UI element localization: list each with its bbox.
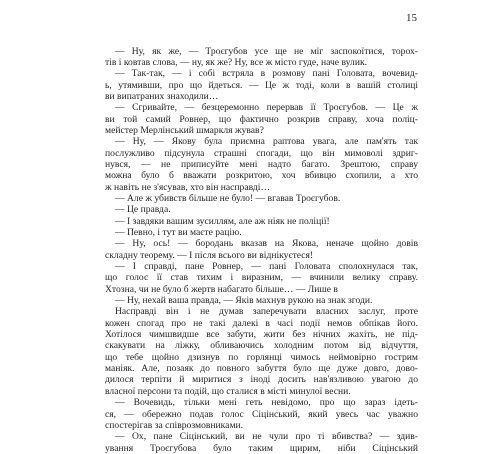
text-line: ування Троєгубова було таким щирим, ніби Сіцінський: [105, 442, 418, 454]
text-line: — Ну, як же, — Троєгубов усе ще не міг заспокоїтися, торох-: [115, 45, 418, 57]
text-line: — Певно, і тут ви маєте рацію.: [115, 227, 242, 238]
text-line: власної персони та подій, що сталися в місті минулої весни.: [105, 385, 351, 397]
text-line: — Вочевидь, тільки мені геть невідомо, про що зараз ідеть-: [115, 397, 418, 409]
page-number: 15: [406, 12, 417, 24]
text-line: — Ну, — Якову була приємна раптова увага, але пам'ять так: [115, 136, 418, 148]
text-line: ви випатраних знаходили…: [105, 90, 219, 102]
text-line: що голос її став тихим і виразним, — вчинили велику справу.: [105, 272, 418, 284]
text-line: спостерігав за співрозмовниками.: [105, 419, 244, 431]
text-line: ся, — обережно подав голос Сіцінський, який увесь час уважно: [105, 408, 418, 420]
text-line: ви той самий Ровнер, що фактично розкрив справу, хоча поліц-: [105, 113, 418, 125]
text-line: нувся, — не приписуйте мені надто багато. Зрештою, справу: [105, 158, 418, 170]
text-line: — Ну, нехай ваша правда, — Яків махнув рукою на знак згоди.: [115, 295, 373, 307]
text-line: — Так-так, — і собі встряла в розмову пані Головата, вочевид-: [115, 68, 418, 80]
text-line: ж навіть не з'ясував, хто він насправді…: [105, 181, 271, 193]
text-line: — І завдяки вашим зусиллям, але аж ніяк не поліції!: [115, 215, 330, 227]
text-line: Насправді він і не думав заперечувати власних заслуг, проте: [115, 306, 418, 318]
text-line: дилося терпіти й миритися з іноді досить нав'язливою увагою до: [105, 374, 418, 386]
text-line: маніяк. Але, позаяк до повного забуття було ще дуже довго, дово-: [105, 363, 418, 375]
text-line: складну теорему. — І після всього ви віднікуєтеся!: [105, 249, 314, 261]
text-line: — І справді, пане Ровнер, — пані Головата сполохнулася так,: [115, 261, 418, 273]
text-line: послужливо підсунула страшні спогади, що він мимоволі здриг-: [105, 147, 418, 159]
text-line: скакувати на ліжку, обливаючись холодним потом від відчуття,: [105, 340, 418, 352]
text-line: Хотілося чимшвидше все забути, жити без нічних жахіть, не під-: [105, 329, 418, 341]
text-line: ь, утямивши, про що йдеться. — Це ж тоді, коли в вашій столиці: [105, 79, 418, 91]
text-line: кожен спогад про не такі далекі в часі події немов обпікав його.: [105, 317, 418, 329]
text-line: Хтозна, чи не було б жертв набагато більше… — Лише в: [105, 283, 338, 295]
text-line: можна було б вважати розкритою, хоч вбивцю схопили, а хто: [105, 170, 418, 182]
text-line: — Але ж убивств більше не було! — вгавав Троєгубов.: [115, 192, 341, 204]
body-text: [105, 46, 418, 454]
text-line: мейстер Мерлінський шмаркля жував?: [105, 124, 264, 136]
text-line: що тебе щойно дзизнув по горлянці чимось неймовірно гострим: [105, 351, 418, 363]
text-line: — Це правда.: [115, 204, 171, 216]
text-line: — Ну, ось! — бородань вказав на Якова, неначе щойно довів: [115, 238, 418, 250]
text-line: тів і ковтав слова, — ну, як же? Ну, все ж місто гуде, наче вулик.: [105, 56, 368, 68]
text-line: — Ох, пане Сіцінський, ви не чули про ті вбивства? — здив-: [115, 431, 418, 443]
text-line: — Сгривайте, — безцеремонно перервав її Троєгубов. — Це ж: [115, 102, 418, 114]
